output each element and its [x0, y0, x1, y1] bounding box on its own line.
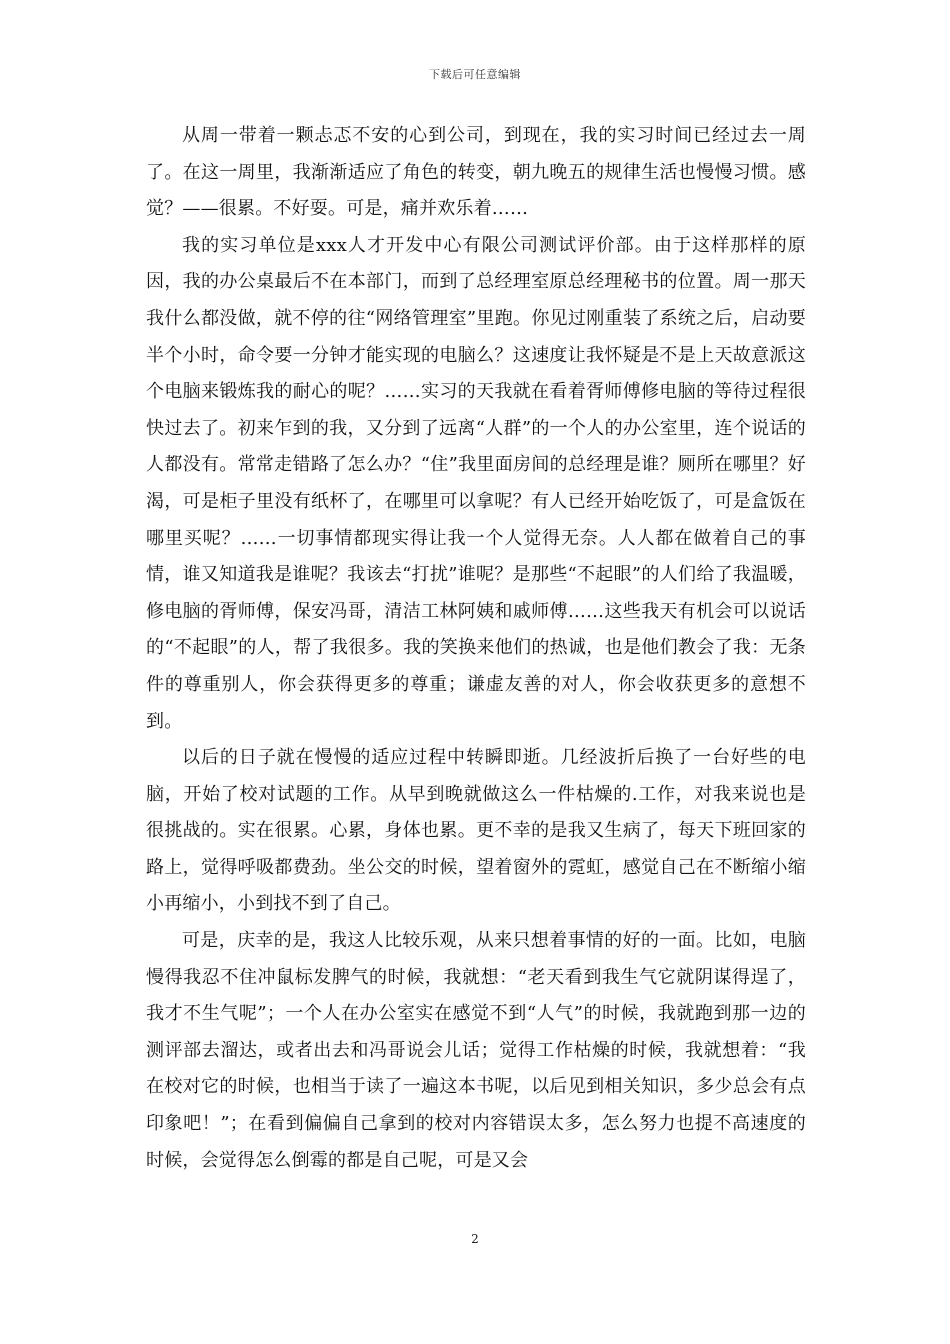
- paragraph: 我的实习单位是xxx人才开发中心有限公司测试评价部。由于这样那样的原因，我的办公桌最后不在本部门，而到了总经理室原总经理秘书的位置。周一那天我什么都没做，就不停的往“网络管理室”里跑。你见过刚重装了系统之后，启动要半个小时，命令要一分钟才能实现的电脑么？这速度让我怀疑是不是上天故意派这个电脑来锻炼我的耐心的呢？……实习的天我就在看着胥师傅修电脑的等待过程很快过去了。初来乍到的我，又分到了远离“人群”的一个人的办公室里，连个说话的人都没有。常常走错路了怎么办？“住”我里面房间的总经理是谁？厕所在哪里？好渴，可是柜子里没有纸杯了，在哪里可以拿呢？有人已经开始吃饭了，可是盒饭在哪里买呢？……一切事情都现实得让我一个人觉得无奈。人人都在做着自己的事情，谁又知道我是谁呢？我该去“打扰”谁呢？是那些“不起眼”的人们给了我温暖，修电脑的胥师傅，保安冯哥，清洁工林阿姨和戚师傅……这些我天有机会可以说话的“不起眼”的人，帮了我很多。我的笑换来他们的热诚，也是他们教会了我：无条件的尊重别人，你会获得更多的尊重；谦虚友善的对人，你会收获更多的意想不到。: [146, 234, 806, 732]
- page-number: 2: [471, 1232, 479, 1246]
- document-body: [146, 118, 806, 1179]
- page-header: 下载后可任意编辑: [429, 68, 521, 81]
- paragraph: 可是，庆幸的是，我这人比较乐观，从来只想着事情的好的一面。比如，电脑慢得我忍不住冲鼠标发脾气的时候，我就想：“老天看到我生气它就阴谋得逞了，我才不生气呢”；一个人在办公室实在感觉不到“人气”的时候，我就跑到那一边的测评部去溜达，或者出去和冯哥说会儿话；觉得工作枯燥的时候，我就想着：“我在校对它的时候，也相当于读了一遍这本书呢，以后见到相关知识，多少总会有点印象吧！”；在看到偏偏自己拿到的校对内容错误太多，怎么努力也提不高速度的时候，会觉得怎么倒霉的都是自己呢，可是又会: [146, 930, 806, 1171]
- paragraph: 从周一带着一颗忐忑不安的心到公司，到现在，我的实习时间已经过去一周了。在这一周里，我渐渐适应了角色的转变，朝九晚五的规律生活也慢慢习惯。感觉？——很累。不好耍。可是，痛并欢乐着……: [146, 125, 806, 220]
- paragraph: 以后的日子就在慢慢的适应过程中转瞬即逝。几经波折后换了一台好些的电脑，开始了校对试题的工作。从早到晚就做这么一件枯燥的.工作，对我来说也是很挑战的。实在很累。心累，身体也累。更不幸的是我又生病了，每天下班回家的路上，觉得呼吸都费劲。坐公交的时候，望着窗外的霓虹，感觉自己在不断缩小缩小再缩小，小到找不到了自己。: [146, 747, 806, 915]
